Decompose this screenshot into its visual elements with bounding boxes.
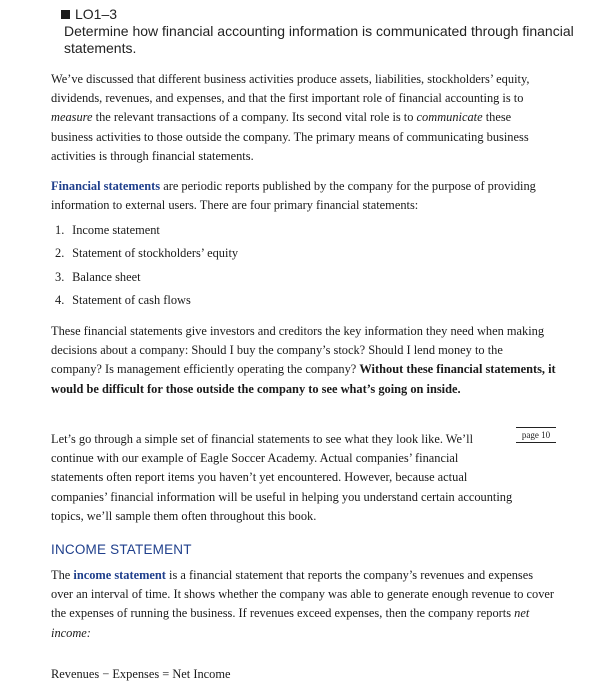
page-number-marker: page 10 [516, 427, 556, 443]
paragraph-income-statement-text-2: is a financial statement that reports the company’s revenues and expenses over an interval of time. It shows whether the company was able to generate enough revenue to cover the expenses of running the business. If revenues exceed expenses, then the company reports [51, 568, 555, 621]
paragraph-intro [51, 70, 556, 166]
paragraph-income-statement [51, 566, 556, 643]
emphasis-measure: measure [51, 110, 93, 125]
paragraph-key-information-bold: Without these financial statements, it would be difficult for those outside the company to see what’s going on inside. [51, 362, 556, 396]
list-item [55, 268, 238, 291]
paragraph-intro-text-2: the relevant transactions of a company. Its second vital role is to [92, 110, 417, 125]
paragraph-financial-statements-text: are periodic reports published by the company for the purpose of providing information to external users. There are four primary financial statements: [51, 179, 536, 213]
square-bullet-icon [61, 10, 70, 19]
list-item-number: 3. [55, 269, 65, 284]
paragraph-income-statement-text-1: The [51, 568, 74, 582]
paragraph-eagle-example [51, 430, 513, 526]
section-heading-income-statement: INCOME STATEMENT [51, 542, 192, 557]
learning-objective-text: Determine how financial accounting information is communicated through financial statements. [64, 23, 574, 56]
net-income-equation: Revenues − Expenses = Net Income [51, 667, 231, 681]
paragraph-financial-statements [51, 177, 556, 215]
list-item [55, 221, 238, 244]
list-item [55, 244, 238, 267]
learning-objective-header [64, 6, 584, 23]
paragraph-intro-text-3: these business activities to those outside the company. The primary means of communicating business activities is through financial statements. [51, 110, 529, 163]
paragraph-eagle-example-text: Let’s go through a simple set of financial statements to see what they look like. We’ll continue with our example of Eagle Soccer Academy. Actual companies’ financial statements often report items you haven’t yet encountered. However, because actual companies’ financial information will be useful in helping you understand certain accounting topics, we’ll sample them often throughout this book. [51, 432, 513, 523]
statements-list [55, 221, 238, 315]
paragraph-key-information [51, 322, 556, 399]
paragraph-key-information-text: These financial statements give investors and creditors the key information they need when making decisions about a company: Should I buy the company’s stock? Should I lend money to the company? Is management efficiently operating the company? [51, 324, 545, 377]
list-item [55, 291, 238, 314]
list-item-number: 2. [55, 246, 65, 261]
emphasis-net-income: net income: [51, 606, 530, 640]
paragraph-intro-text-1: We’ve discussed that different business activities produce assets, liabilities, stockholders’ equity, dividends, revenues, and expenses, and that the first important role of financial accounting is to [51, 72, 530, 106]
key-term-income-statement: income statement [73, 568, 166, 582]
key-term-financial-statements: Financial statements [51, 179, 161, 193]
list-item-label: Balance sheet [72, 269, 141, 284]
list-item-label: Statement of cash flows [72, 293, 191, 308]
emphasis-communicate: communicate [416, 110, 483, 125]
list-item-label: Statement of stockholders’ equity [72, 246, 239, 261]
learning-objective-code: LO1–3 [75, 6, 118, 22]
list-item-number: 1. [55, 223, 65, 237]
list-item-number: 4. [55, 293, 65, 308]
learning-objective [64, 6, 584, 57]
list-item-label: Income statement [72, 223, 160, 237]
